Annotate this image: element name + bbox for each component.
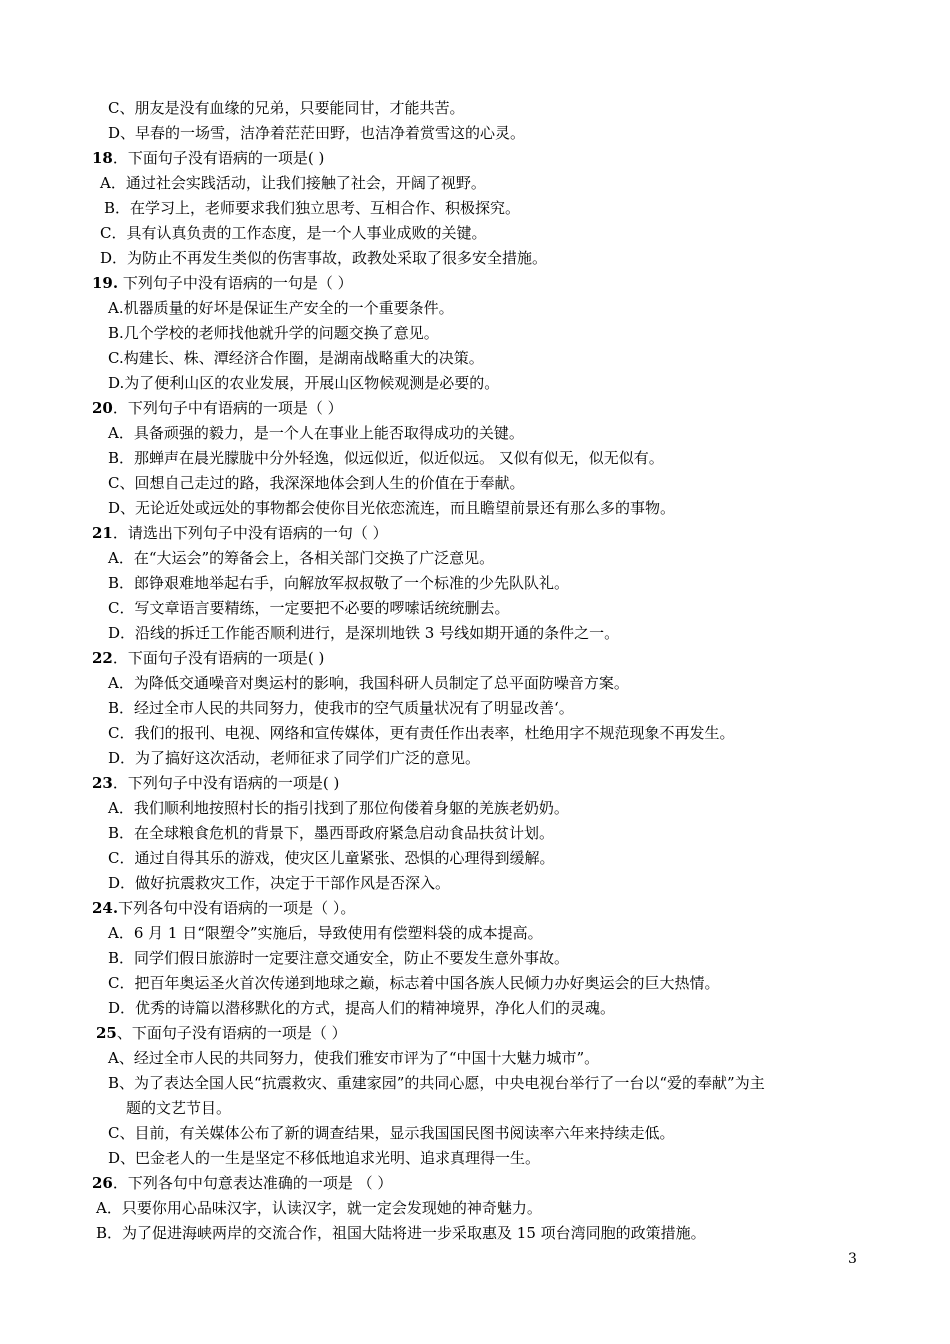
option-line: D．做好抗震救灾工作，决定于干部作风是否深入。 xyxy=(108,874,451,892)
question-text: ．下面句子没有语病的一项是( ) xyxy=(112,649,325,667)
question-number: 24. xyxy=(92,899,119,917)
question-number: 21 xyxy=(92,524,113,542)
option-line: D．为防止不再发生类似的伤害事故，政教处采取了很多安全措施。 xyxy=(100,249,548,267)
option-line: D、早春的一场雪，洁净着茫茫田野，也洁净着赏雪这的心灵。 xyxy=(108,124,526,142)
option-line: B.几个学校的老师找他就升学的问题交换了意见。 xyxy=(108,324,439,342)
question-text: ．请选出下列句子中没有语病的一句（ ） xyxy=(112,524,388,542)
question-text: 下列各句中没有语病的一项是（ ）。 xyxy=(118,899,356,917)
option-line: B．同学们假日旅游时一定要注意交通安全，防止不要发生意外事故。 xyxy=(108,949,570,967)
question-number: 20 xyxy=(92,399,113,417)
option-line: B．为了促进海峡两岸的交流合作，祖国大陆将进一步采取惠及 15 项台湾同胞的政策措施。 xyxy=(96,1224,706,1242)
option-line: C、回想自己走过的路，我深深地体会到人生的价值在于奉献。 xyxy=(108,474,525,492)
option-line: D、巴金老人的一生是坚定不移低地追求光明、追求真理得一生。 xyxy=(108,1149,541,1167)
question-text: 下列句子中没有语病的一句是（ ） xyxy=(118,274,353,292)
question-23 xyxy=(92,773,339,793)
option-line: C、朋友是没有血缘的兄弟，只要能同甘，才能共苦。 xyxy=(108,99,465,117)
option-line: C．把百年奥运圣火首次传递到地球之巅，标志着中国各族人民倾力办好奥运会的巨大热情。 xyxy=(108,974,720,992)
question-21 xyxy=(92,523,388,543)
option-line: C.构建长、株、潭经济合作圈，是湖南战略重大的决策。 xyxy=(108,349,484,367)
option-line: B．在学习上，老师要求我们独立思考、互相合作、积极探究。 xyxy=(104,199,521,217)
option-line: A．为降低交通噪音对奥运村的影响，我国科研人员制定了总平面防噪音方案。 xyxy=(108,674,629,692)
option-line: D、无论近处或远处的事物都会使你目光依恋流连，而且瞻望前景还有那么多的事物。 xyxy=(108,499,676,517)
option-line: B、为了表达全国人民“抗震救灾、重建家园”的共同心愿，中央电视台举行了一台以“爱的奉献”为主 xyxy=(108,1074,765,1092)
question-number: 18 xyxy=(92,149,113,167)
question-number: 22 xyxy=(92,649,113,667)
question-text: ．下列句子中有语病的一项是（ ） xyxy=(112,399,343,417)
question-18 xyxy=(92,148,324,168)
option-line: D．沿线的拆迁工作能否顺利进行，是深圳地铁 3 号线如期开通的条件之一。 xyxy=(108,624,620,642)
question-text: 、下面句子没有语病的一项是（ ） xyxy=(116,1024,347,1042)
option-line: C．通过自得其乐的游戏，使灾区儿童紧张、恐惧的心理得到缓解。 xyxy=(108,849,555,867)
option-line: B．那蝉声在晨光朦胧中分外轻逸，似远似近，似近似远。 又似有似无，似无似有。 xyxy=(108,449,664,467)
question-number: 25 xyxy=(96,1024,117,1042)
option-line: A．具备顽强的毅力，是一个人在事业上能否取得成功的关键。 xyxy=(108,424,524,442)
question-text: ．下面句子没有语病的一项是( ) xyxy=(112,149,325,167)
question-24 xyxy=(92,898,355,918)
question-text: ．下列句子中没有语病的一项是( ) xyxy=(112,774,340,792)
question-number: 23 xyxy=(92,774,113,792)
question-number: 19. xyxy=(92,274,119,292)
option-line: B．郎铮艰难地举起右手，向解放军叔叔敬了一个标准的少先队队礼。 xyxy=(108,574,570,592)
option-line: A、经过全市人民的共同努力，使我们雅安市评为了“中国十大魅力城市”。 xyxy=(108,1049,600,1067)
option-line: A．6 月 1 日“限塑令”实施后，导致使用有偿塑料袋的成本提高。 xyxy=(108,924,543,942)
option-line: A．在“大运会”的筹备会上，各相关部门交换了广泛意见。 xyxy=(108,549,495,567)
question-20 xyxy=(92,398,343,418)
question-19 xyxy=(92,273,353,293)
question-text: ．下列各句中句意表达准确的一项是 （ ） xyxy=(112,1174,393,1192)
option-line: A．通过社会实践活动，让我们接触了社会，开阔了视野。 xyxy=(100,174,486,192)
option-line: D．优秀的诗篇以潜移默化的方式，提高人们的精神境界，净化人们的灵魂。 xyxy=(108,999,616,1017)
option-line: D．为了搞好这次活动，老师征求了同学们广泛的意见。 xyxy=(108,749,481,767)
option-line: A．只要你用心品味汉字，认读汉字，就一定会发现她的神奇魅力。 xyxy=(96,1199,542,1217)
question-25 xyxy=(96,1023,347,1043)
option-line-continued: 题的文艺节目。 xyxy=(126,1099,232,1117)
option-line: C、目前，有关媒体公布了新的调查结果，显示我国国民图书阅读率六年来持续走低。 xyxy=(108,1124,675,1142)
option-line: C．写文章语言要精练，一定要把不必要的啰嗦话统统删去。 xyxy=(108,599,510,617)
option-line: B．在全球粮食危机的背景下，墨西哥政府紧急启动食品扶贫计划。 xyxy=(108,824,555,842)
option-line: B．经过全市人民的共同努力，使我市的空气质量状况有了明显改善‘。 xyxy=(108,699,574,717)
question-22 xyxy=(92,648,324,668)
option-line: C．具有认真负责的工作态度，是一个人事业成败的关键。 xyxy=(100,224,487,242)
option-line: A．我们顺利地按照村长的指引找到了那位佝偻着身躯的羌族老奶奶。 xyxy=(108,799,569,817)
question-number: 26 xyxy=(92,1174,113,1192)
page-number: 3 xyxy=(848,1251,857,1267)
option-line: A.机器质量的好坏是保证生产安全的一个重要条件。 xyxy=(108,299,454,317)
question-26 xyxy=(92,1173,392,1193)
option-line: D.为了便利山区的农业发展，开展山区物候观测是必要的。 xyxy=(108,374,500,392)
option-line: C．我们的报刊、电视、网络和宣传媒体，更有责任作出表率，杜绝用字不规范现象不再发生。 xyxy=(108,724,735,742)
